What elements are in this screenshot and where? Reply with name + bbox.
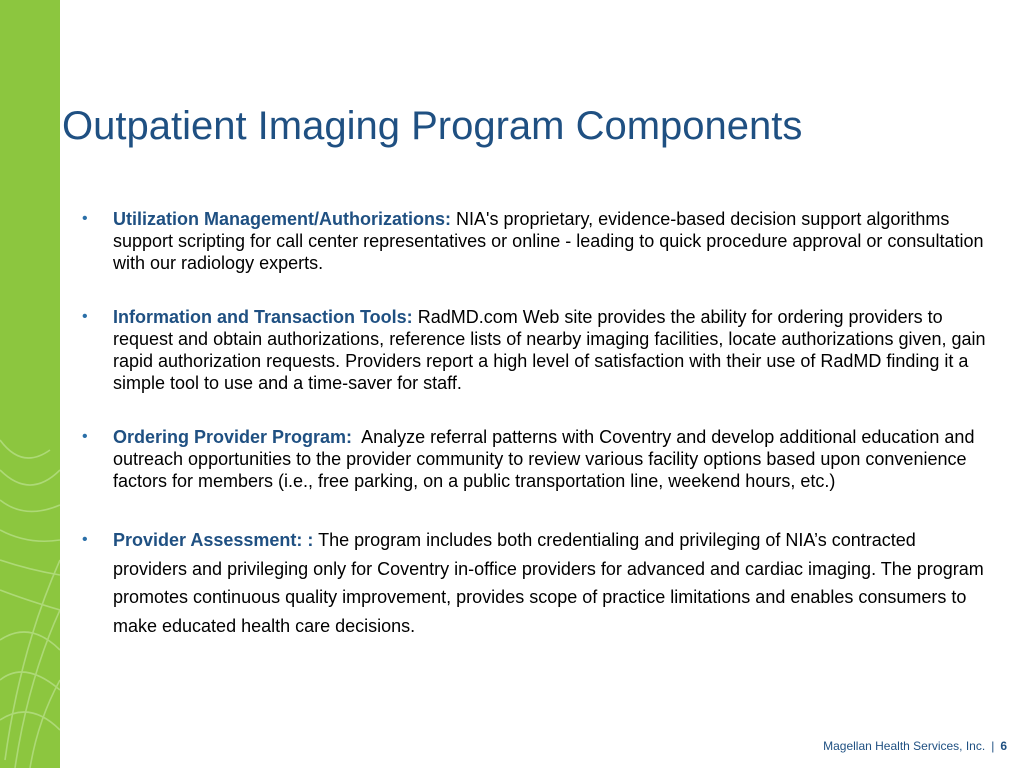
bullet-ordering-provider-program: [82, 426, 987, 492]
footer-separator: |: [991, 739, 995, 753]
page-number: 6: [1000, 739, 1007, 753]
bullet-lead: Information and Transaction Tools:: [113, 307, 413, 327]
bullet-text: RadMD.com Web site provides the ability for ordering providers to request and obtain authorizations, reference lists of nearby imaging facilities, locate authorizations given, gain rapid authorization requests. Providers report a high level of satisfaction with their use of RadMD finding it a simple tool to use and a time-saver for staff.: [113, 307, 986, 393]
bullet-text: The program includes both credentialing and privileging of NIA’s contracted providers and privileging only for Coventry in-office providers for advanced and cardiac imaging. The program promotes continuous quality improvement, provides scope of practice limitations and enables consumers to make educated health care decisions.: [113, 530, 984, 636]
slide-footer: [823, 739, 1007, 753]
slide-title: Outpatient Imaging Program Components: [62, 104, 803, 148]
bullet-list: [82, 208, 987, 640]
bullet-lead: Ordering Provider Program:: [113, 427, 353, 447]
bullet-lead: Provider Assessment: :: [113, 530, 314, 550]
bullet-text: NIA's proprietary, evidence-based decision support algorithms support scripting for call center representatives or online - leading to quick procedure approval or consultation with our radiology experts.: [113, 209, 984, 273]
bullet-information-tools: [82, 306, 987, 394]
footer-company: Magellan Health Services, Inc.: [823, 739, 986, 753]
bullet-text: Analyze referral patterns with Coventry and develop additional education and outreach opportunities to the provider community to review various facility options based upon convenience factors for members (i.e., free parking, on a public transportation line, weekend hours, etc.): [113, 427, 980, 491]
green-side-bar: [0, 0, 60, 768]
bullet-lead: Utilization Management/Authorizations:: [113, 209, 452, 229]
bullet-provider-assessment: [82, 526, 987, 640]
leaf-fronds-decoration: [0, 0, 60, 768]
bullet-utilization-management: [82, 208, 987, 274]
